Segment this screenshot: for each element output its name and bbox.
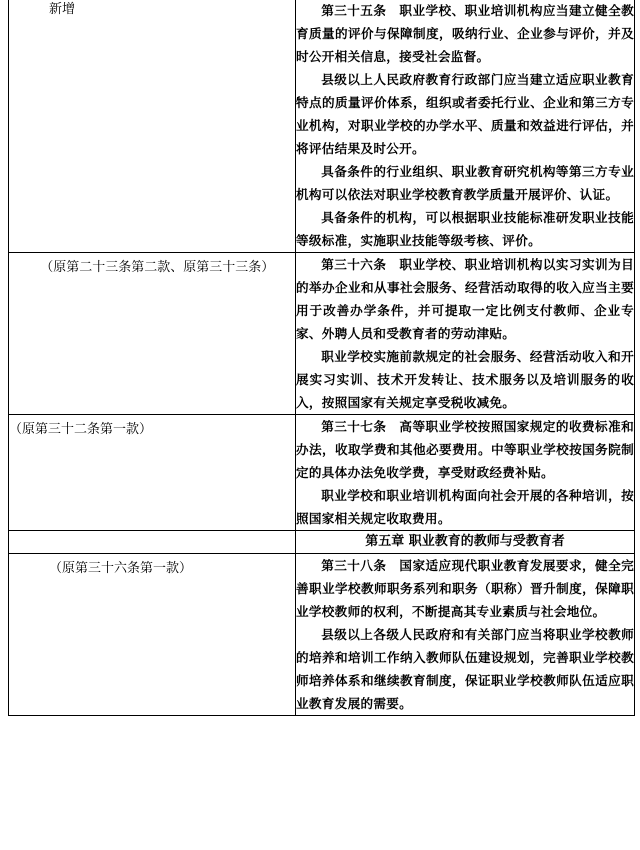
old-article-ref: （原第二十三条第二款、原第三十三条） (40, 260, 275, 275)
old-article-cell (9, 0, 296, 253)
new-article-cell (296, 253, 635, 415)
old-article-ref: （原第三十二条第一款） (9, 422, 153, 437)
table-row (9, 554, 635, 716)
comparison-table (8, 0, 635, 716)
chapter-empty-cell (9, 531, 296, 554)
article-paragraph: 第三十七条 高等职业学校按照国家规定的收费标准和办法，收取学费和其他必要费用。中等职业学校按国务院制定的具体办法免收学费，享受财政经费补贴。 (296, 419, 634, 480)
chapter-heading: 第五章 职业教育的教师与受教育者 (296, 531, 635, 554)
article-paragraph: 具备条件的行业组织、职业教育研究机构等第三方专业机构可以依法对职业学校教育教学质量开展评价、认证。 (296, 164, 634, 202)
article-paragraph: 第三十五条 职业学校、职业培训机构应当建立健全教育质量的评价与保障制度，吸纳行业、企业参与评价，并及时公开相关信息，接受社会监督。 (296, 3, 634, 64)
article-paragraph: 职业学校和职业培训机构面向社会开展的各种培训，按照国家相关规定收取费用。 (296, 488, 634, 526)
article-paragraph: 职业学校实施前款规定的社会服务、经营活动收入和开展实习实训、技术开发转让、技术服务以及培训服务的收入，按照国家有关规定享受税收减免。 (296, 349, 634, 410)
article-paragraph: 第三十六条 职业学校、职业培训机构以实习实训为目的举办企业和从事社会服务、经营活动取得的收入应当主要用于改善办学条件，并可提取一定比例支付教师、企业专家、外聘人员和受教育者的劳动津贴。 (296, 257, 634, 341)
table-row (9, 415, 635, 531)
table-row (9, 0, 635, 253)
article-paragraph: 第三十八条 国家适应现代职业教育发展要求，健全完善职业学校教师职务系列和职务（职称）晋升制度，保障职业学校教师的权利，不断提高其专业素质与社会地位。 (296, 558, 634, 619)
new-article-cell (296, 0, 635, 253)
table-row (9, 253, 635, 415)
new-article-cell (296, 554, 635, 716)
chapter-row (9, 531, 635, 554)
new-article-cell (296, 415, 635, 531)
article-paragraph: 具备条件的机构，可以根据职业技能标准研发职业技能等级标准，实施职业技能等级考核、评价。 (296, 210, 634, 248)
old-article-cell (9, 554, 296, 716)
old-article-cell (9, 415, 296, 531)
old-article-ref: 新增 (49, 2, 76, 17)
article-paragraph: 县级以上人民政府教育行政部门应当建立适应职业教育特点的质量评价体系，组织或者委托行业、企业和第三方专业机构，对职业学校的办学水平、质量和效益进行评估，并将评估结果及时公开。 (296, 72, 634, 156)
article-paragraph: 县级以上各级人民政府和有关部门应当将职业学校教师的培养和培训工作纳入教师队伍建设规划，完善职业学校教师培养体系和继续教育制度，保证职业学校教师队伍适应职业教育发展的需要。 (296, 627, 634, 711)
old-article-ref: （原第三十六条第一款） (49, 561, 193, 576)
old-article-cell (9, 253, 296, 415)
